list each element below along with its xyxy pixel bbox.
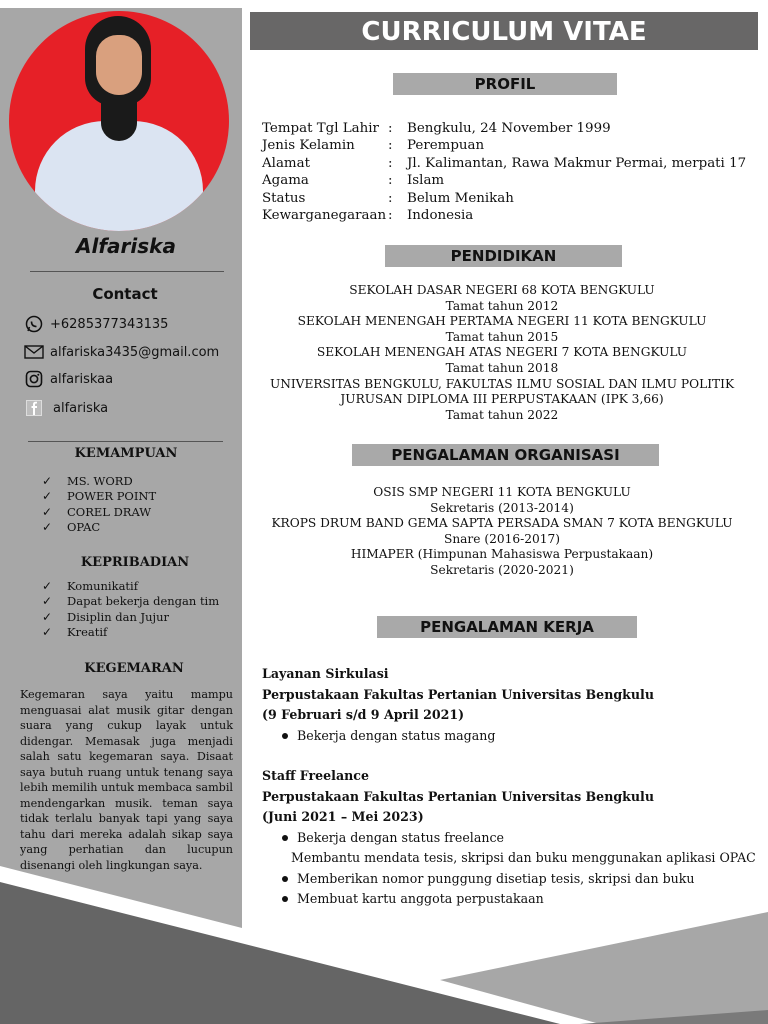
check-icon: ✓ [42,609,53,624]
job-point: Membuat kartu anggota perpustakaan [262,889,752,910]
organization-line: Sekretaris (2013-2014) [430,500,574,515]
list-item: ✓ POWER POINT [42,489,157,504]
check-icon: ✓ [42,625,53,640]
profile-row: Tempat Tgl Lahir : Bengkulu, 24 November 1999 [262,121,611,136]
education-line: UNIVERSITAS BENGKULU, FAKULTAS ILMU SOSIAL DAN ILMU POLITIK [269,376,735,391]
page-title: CURRICULUM VITAE [250,12,758,50]
profile-row: Kewarganegaraan : Indonesia [262,208,474,224]
profile-row: Alamat : Jl. Kalimantan, Rawa Makmur Permai, merpati 17 [262,155,747,171]
check-icon: ✓ [42,579,53,593]
hobby-text: Kegemaran saya yaitu mampu menguasai alat musik gitar dengan suara yang cukup layak untuk didengar. Memasak juga menjadi salah satu kegemaran saya. Disaat saya butuh ruang untuk tenang saya lebih memilih untuk membaca sambil mendengarkan musik. teman saya tidak terlalu banyak tapi yang saya tahu dari mereka adalah sikap saya yang perhatian dan lucupun disenangi oleh lingkungan saya. [20,688,233,872]
list-item: ✓ Dapat bekerja dengan tim [42,594,220,609]
education-line: JURUSAN DIPLOMA III PERPUSTAKAAN (IPK 3,66) [340,392,664,407]
check-icon: ✓ [42,520,53,535]
contact-instagram-text: alfariskaa [50,371,114,387]
list-item: ✓ Disiplin dan Jujur [42,609,170,624]
profile-section-title: PROFIL [393,73,617,95]
list-item: ✓ COREL DRAW [42,504,152,519]
job-position: Layanan Sirkulasi [262,666,389,681]
education-line: Tamat tahun 2015 [445,329,559,344]
organization-line: KROPS DRUM BAND GEMA SAPTA PERSADA SMAN 7 KOTA BENGKULU [271,516,733,531]
skills-title: KEMAMPUAN [74,446,178,461]
organization-section-title: PENGALAMAN ORGANISASI [352,444,659,466]
education-line: Tamat tahun 2012 [445,298,559,313]
contact-facebook-text: alfariska [53,400,109,416]
list-item: ✓ Komunikatif [42,579,138,593]
education-line: Tamat tahun 2018 [445,360,559,375]
education-line: SEKOLAH MENENGAH PERTAMA NEGERI 11 KOTA BENGKULU [297,314,707,329]
profile-row: Jenis Kelamin : Perempuan [262,138,485,154]
education-line: Tamat tahun 2022 [445,407,559,422]
organization-line: Sekretaris (2020-2021) [430,562,574,577]
organization-line: Snare (2016-2017) [443,531,561,546]
contact-title: Contact [92,285,158,303]
education-section-title: PENDIDIKAN [385,245,622,267]
job-place: Perpustakaan Fakultas Pertanian Universitas Bengkulu [262,788,654,804]
check-icon: ✓ [42,489,53,504]
work-section-title: PENGALAMAN KERJA [377,616,637,638]
check-icon: ✓ [42,504,53,519]
job-point: Bekerja dengan status freelance [262,828,752,849]
list-item: ✓ MS. WORD [42,474,133,488]
list-item: ✓ Kreatif [42,625,108,640]
contact-phone-text: +6285377343135 [50,316,169,332]
organization-line: HIMAPER (Himpunan Mahasiswa Perpustakaan) [350,547,654,562]
check-icon: ✓ [42,594,53,609]
organization-line: OSIS SMP NEGERI 11 KOTA BENGKULU [373,485,631,499]
education-line: SEKOLAH DASAR NEGERI 68 KOTA BENGKULU [349,283,655,297]
profile-row: Agama : Islam [262,173,445,189]
profile-row: Status : Belum Menikah [262,190,514,206]
job-point: Membantu mendata tesis, skripsi dan buku menggunakan aplikasi OPAC [291,850,756,865]
job-period: (Juni 2021 – Mei 2023) [262,809,424,824]
education-line: SEKOLAH MENENGAH ATAS NEGERI 7 KOTA BENGKULU [316,345,688,360]
contact-email-text: alfariska3435@gmail.com [50,344,220,360]
personality-title: KEPRIBADIAN [80,555,190,570]
hobby-title: KEGEMARAN [84,661,184,676]
list-item: ✓ OPAC [42,520,101,535]
job-point: Memberikan nomor punggung disetiap tesis, skripsi dan buku [262,869,752,890]
person-name: Alfariska [76,234,176,258]
check-icon: ✓ [42,474,53,488]
job-place: Perpustakaan Fakultas Pertanian Universitas Bengkulu [262,686,654,702]
job-point: Bekerja dengan status magang [262,726,752,747]
job-position: Staff Freelance [262,768,369,783]
job-period: (9 Februari s/d 9 April 2021) [262,707,465,722]
